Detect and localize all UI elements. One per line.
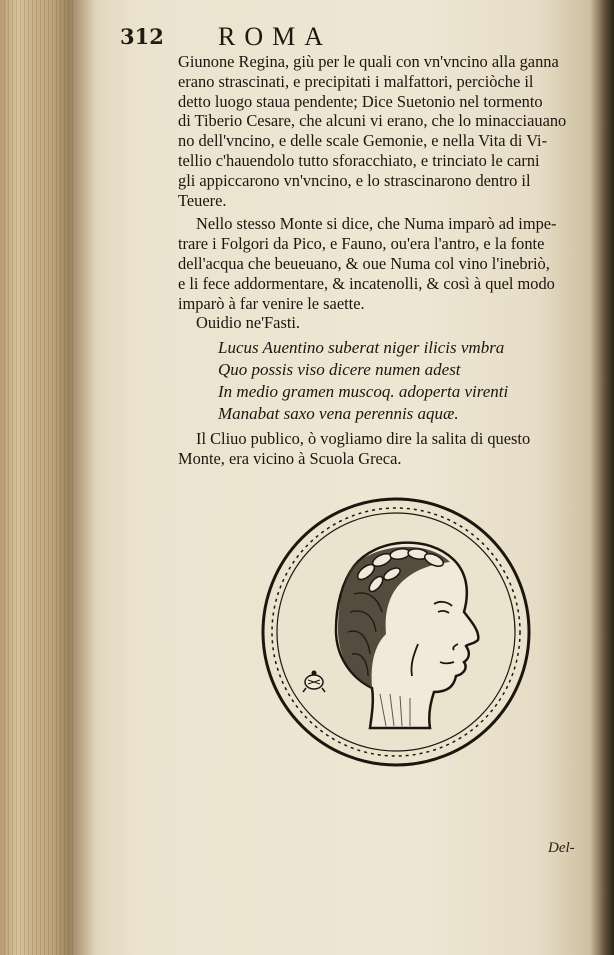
verse-line: In medio gramen muscoq. adoperta virenti [218, 382, 509, 402]
text-line: erano strascinati, e precipitati i malfattori, perciòche il [178, 71, 534, 91]
text-line: no dell'vncino, e delle scale Gemonie, e nella Vita di Vi- [178, 131, 548, 151]
text-line: imparò à far venire le saette. [178, 293, 365, 313]
text-line: e li fece addormentare, & incatenolli, & così à quel modo [178, 273, 555, 293]
coin-laureate-head-icon [258, 494, 534, 770]
catchword: Del- [548, 840, 575, 856]
paragraph-3 [178, 429, 593, 469]
page-header [120, 22, 500, 56]
text-line: Giunone Regina, giù per le quali con vn'vncino alla ganna [178, 52, 559, 71]
text-line: gli appiccarono vn'vncino, e lo strascinarono dentro il [178, 170, 531, 190]
text-line: Nello stesso Monte si dice, che Numa imparò ad impe- [196, 214, 557, 234]
running-head: ROMA [218, 22, 333, 51]
verse-line: Quo possis viso dicere numen adest [218, 360, 461, 380]
paragraph-2 [178, 214, 593, 313]
text-line: detto luogo staua pendente; Dice Suetonio nel tormento [178, 91, 543, 111]
body-text [178, 52, 593, 469]
verse-quotation [178, 337, 593, 425]
text-line: trare i Folgori da Pico, e Fauno, ou'era l'antro, e la fonte [178, 234, 545, 254]
text-line: di Tiberio Cesare, che alcuni vi erano, che lo minacciauano [178, 111, 567, 131]
verse-line: Lucus Auentino suberat niger ilicis vmbra [218, 338, 505, 358]
page-edges [4, 0, 74, 955]
ovid-attribution: Ouidio ne'Fasti. [196, 313, 301, 333]
text-line: Il Cliuo publico, ò vogliamo dire la salita di questo [196, 429, 531, 449]
paragraph-1 [178, 52, 593, 210]
text-line: Teuere. [178, 190, 227, 210]
text-line: Monte, era vicino à Scuola Greca. [178, 448, 402, 468]
verse-line: Manabat saxo vena perennis aquæ. [218, 404, 459, 424]
page-number: 312 [120, 24, 164, 49]
text-line: dell'acqua che beueuano, & oue Numa col vino l'inebriò, [178, 253, 550, 273]
text-line: tellio c'hauendolo tutto sforacchiato, e trinciato le carni [178, 150, 540, 170]
